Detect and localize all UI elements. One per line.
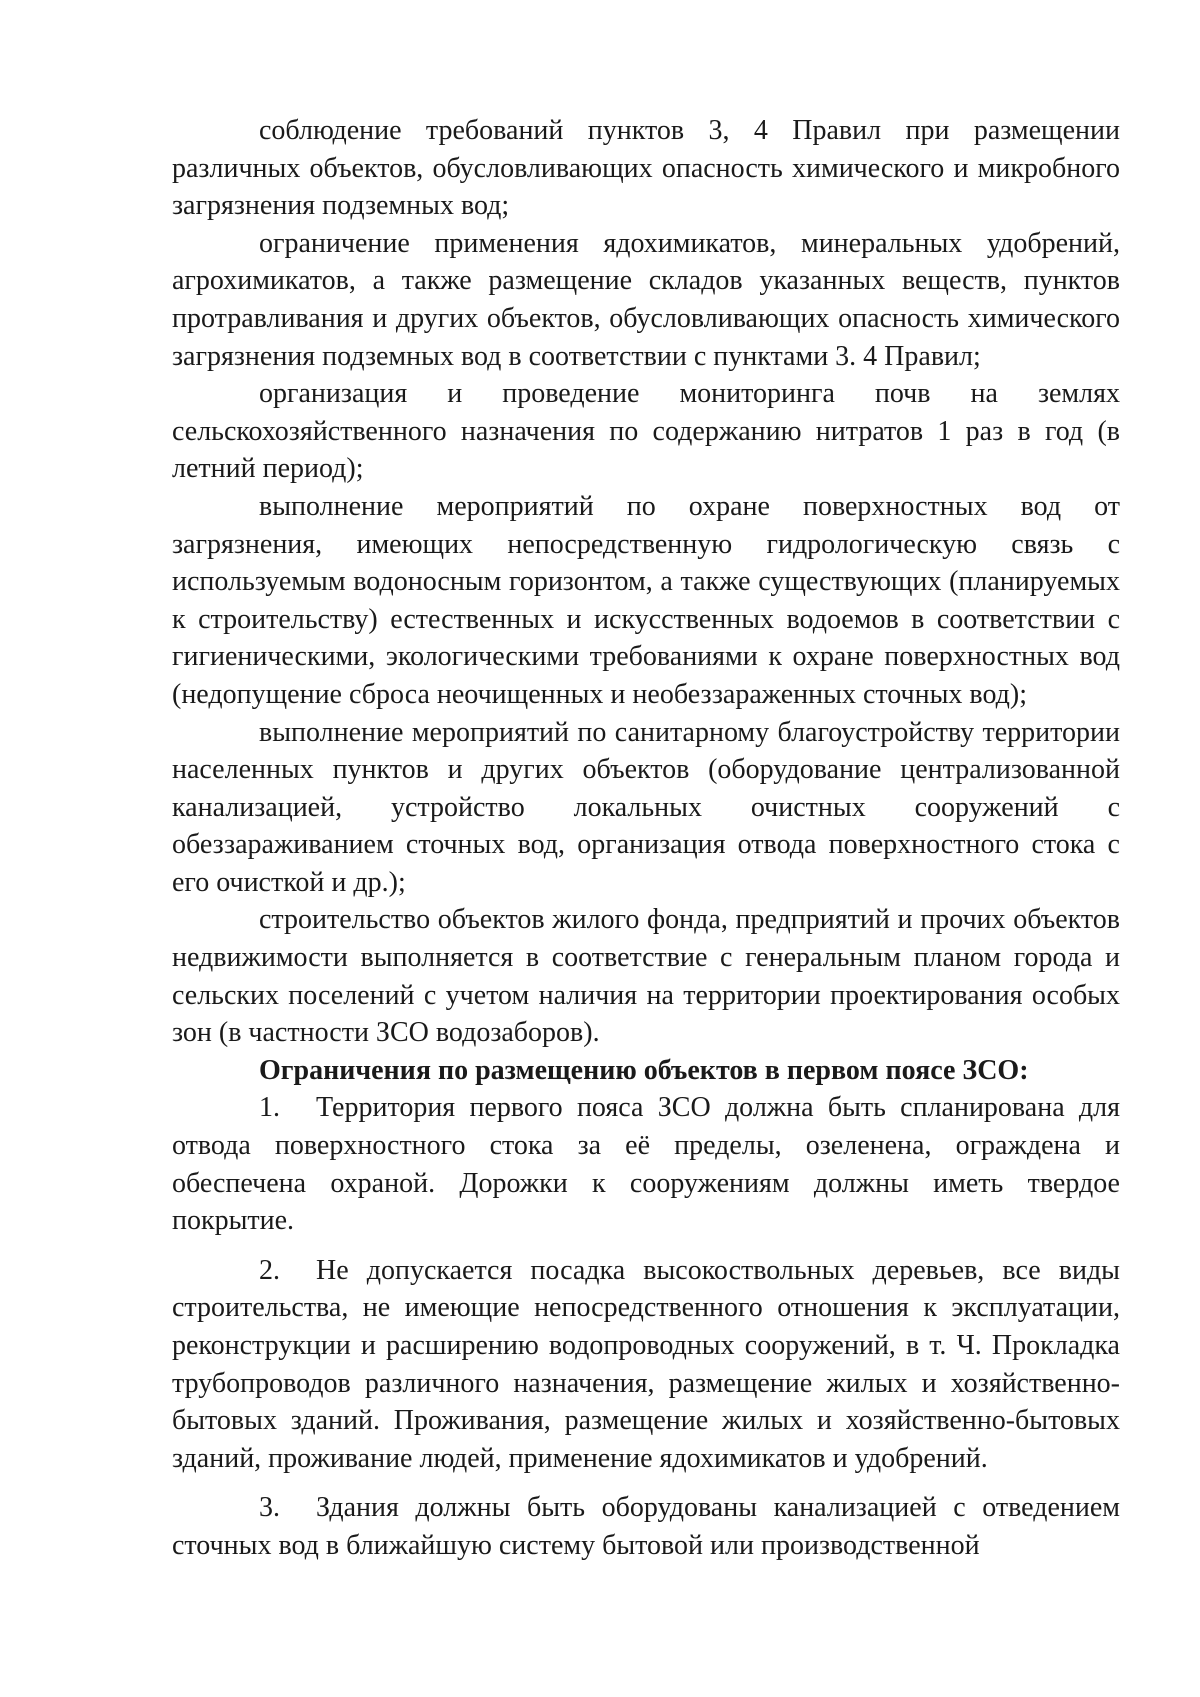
- section-heading: Ограничения по размещению объектов в первом поясе ЗСО:: [259, 1054, 1029, 1086]
- list-item-1: [172, 1089, 1120, 1239]
- paragraph-1: соблюдение требований пунктов 3, 4 Правил при размещении различных объектов, обусловливающих опасность химического и микробного загрязнения подземных вод;: [172, 115, 1120, 222]
- paragraph-5: выполнение мероприятий по санитарному благоустройству территории населенных пунктов и других объектов (оборудование централизованной канализацией, устройство локальных очистных сооружений с обеззараживанием сточных вод, организация отвода поверхностного стока с его очисткой и др.);: [172, 716, 1120, 898]
- list-item-3: [172, 1489, 1120, 1564]
- list-item-number: 3.: [259, 1492, 280, 1524]
- list-item-2: [172, 1252, 1120, 1478]
- list-item-text: Территория первого пояса ЗСО должна быть спланирована для отвода поверхностного стока за её пределы, озеленена, ограждена и обеспечена охраной. Дорожки к сооружениям должны иметь твердое покрытие.: [172, 1092, 1120, 1237]
- list-item-number: 2.: [259, 1254, 280, 1286]
- list-item-text: Не допускается посадка высокоствольных деревьев, все виды строительства, не имеющие непосредственного отношения к эксплуатации, реконструкции и расширению водопроводных сооружений, в т. Ч. Прокладка трубопроводов различного назначения, размещение жилых и хозяйственно-бытовых зданий. Проживания, размещение жилых и хозяйственно-бытовых зданий, проживание людей, применение ядохимикатов и удобрений.: [172, 1254, 1120, 1474]
- list-item-number: 1.: [259, 1092, 280, 1124]
- paragraph-6: строительство объектов жилого фонда, предприятий и прочих объектов недвижимости выполняется в соответствие с генеральным планом города и сельских поселений с учетом наличия на территории проектирования особых зон (в частности ЗСО водозаборов).: [172, 904, 1120, 1049]
- list-item-text: Здания должны быть оборудованы канализацией с отведением сточных вод в ближайшую систему бытовой или производственной: [172, 1492, 1120, 1561]
- paragraph-3: организация и проведение мониторинга почв на землях сельскохозяйственного назначения по содержанию нитратов 1 раз в год (в летний период);: [172, 378, 1120, 485]
- paragraph-4: выполнение мероприятий по охране поверхностных вод от загрязнения, имеющих непосредственную гидрологическую связь с используемым водоносным горизонтом, а также существующих (планируемых к строительству) естественных и искусственных водоемов в соответствии с гигиеническими, экологическими требованиями к охране поверхностных вод (недопущение сброса неочищенных и необеззараженных сточных вод);: [172, 490, 1120, 710]
- paragraph-2: ограничение применения ядохимикатов, минеральных удобрений, агрохимикатов, а также размещение складов указанных веществ, пунктов протравливания и других объектов, обусловливающих опасность химического загрязнения подземных вод в соответствии с пунктами 3. 4 Правил;: [172, 227, 1120, 372]
- document-page: [172, 112, 1120, 1565]
